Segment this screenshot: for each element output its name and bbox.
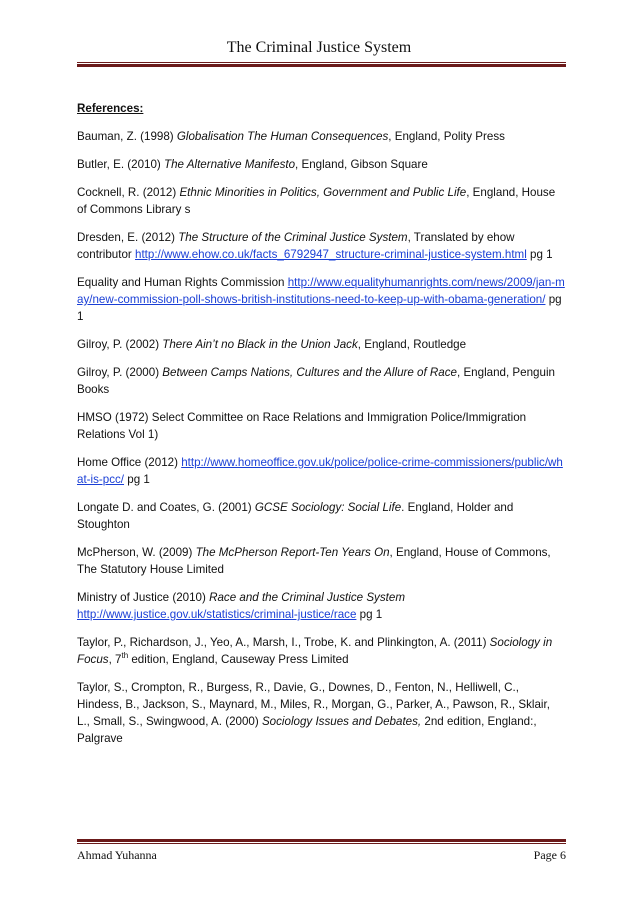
ref-title: The Structure of the Criminal Justice System [178,231,408,244]
ref-title: There Ain’t no Black in the Union Jack [162,338,358,351]
ref-title: The McPherson Report-Ten Years On [195,546,390,559]
reference-item [77,409,566,443]
ref-author: Bauman, Z. (1998) [77,130,177,143]
ref-author: Longate D. and Coates, G. (2001) [77,501,255,514]
ref-title: GCSE Sociology: Social Life [254,501,402,514]
ref-author: Gilroy, P. (2002) [77,338,163,351]
header-rule-thin [77,62,566,63]
ref-author: Home Office (2012) [77,456,182,469]
reference-item [77,336,566,353]
ref-link[interactable]: http://www.justice.gov.uk/statistics/criminal-justice/race [77,608,357,621]
ref-page: pg 1 [77,293,562,323]
ref-publisher: . England, Holder and Stoughton [77,501,514,531]
ref-author: Taylor, P., Richardson, J., Yeo, A., Marsh, I., Trobe, K. and Plinkington, A. (2011) [77,636,490,649]
reference-item [77,128,566,145]
ref-link[interactable]: http://www.homeoffice.gov.uk/police/police-crime-commissioners/public/what-is-pcc/ [77,456,563,486]
ref-link[interactable]: http://www.equalityhumanrights.com/news/2009/jan-may/new-commission-poll-shows-british-institutions-need-to-keep-up-with-obama-generation/ [77,276,565,306]
ref-publisher: 2nd edition, England:, Palgrave [77,715,537,745]
ref-publisher: , England, Gibson Square [295,158,428,171]
ref-link[interactable]: http://www.ehow.co.uk/facts_6792947_structure-criminal-justice-system.html [135,248,527,261]
reference-item [77,589,566,623]
ref-author: Gilroy, P. (2000) [77,366,163,379]
ref-publisher: , England, House of Commons, The Statutory House Limited [77,546,551,576]
ref-author: Ministry of Justice (2010) [77,591,210,604]
ref-title: Race and the Criminal Justice System [209,591,405,604]
ref-author: Butler, E. (2010) [77,158,164,171]
reference-item [77,184,566,218]
reference-item [77,364,566,398]
reference-item [77,229,566,263]
ref-author: Cocknell, R. (2012) [77,186,180,199]
references-section [77,100,566,758]
ref-edition: , 7 [108,653,122,666]
reference-item [77,679,566,747]
ref-publisher: edition, England, Causeway Press Limited [128,653,349,666]
references-heading: References: [77,102,144,115]
ref-page: pg 1 [124,473,150,486]
ref-page: pg 1 [526,248,553,261]
reference-item [77,274,566,325]
ref-publisher: , England, Polity Press [388,130,505,143]
ref-title: Between Camps Nations, Cultures and the Allure of Race [162,366,457,379]
ref-title: The Alternative Manifesto [164,158,296,171]
ref-text: HMSO (1972) Select Committee on Race Relations and Immigration Police/Immigration Relations Vol 1) [77,411,527,441]
reference-item [77,634,566,668]
ref-edition-suffix: th [121,651,129,661]
ref-publisher: , England, Penguin Books [77,366,555,396]
ref-author: McPherson, W. (2009) [77,546,196,559]
reference-item [77,156,566,173]
ref-author: Dresden, E. (2012) [77,231,179,244]
ref-title: Globalisation The Human Consequences [176,130,389,143]
page-header-title: The Criminal Justice System [226,39,412,56]
footer-rule-thin [77,843,566,844]
ref-title: Sociology Issues and Debates, [261,715,422,728]
ref-publisher: , England, Routledge [357,338,467,351]
ref-title: Ethnic Minorities in Politics, Government and Public Life [179,186,467,199]
reference-item [77,544,566,578]
ref-publisher: , England, House of Commons Library s [77,186,556,216]
ref-title: Sociology in Focus [77,636,553,666]
ref-author: Equality and Human Rights Commission [77,276,288,289]
ref-page: pg 1 [356,608,383,621]
reference-item [77,499,566,533]
footer-page-number: Page 6 [533,848,566,862]
footer-rule-thick [77,839,566,842]
header-rule-thick [77,64,566,67]
footer-author: Ahmad Yuhanna [77,848,157,862]
reference-item [77,454,566,488]
ref-author: Taylor, S., Crompton, R., Burgess, R., Davie, G., Downes, D., Fenton, N., Helliwell, C., Hindess, B., Jackson, S., Maynard, M., Miles, R., Morgan, G., Parker, A., Pawson, R., Sklair, L., Small, S., Swingwood, A. (2000) [77,681,550,728]
ref-note: , Translated by ehow contributor [77,231,515,261]
